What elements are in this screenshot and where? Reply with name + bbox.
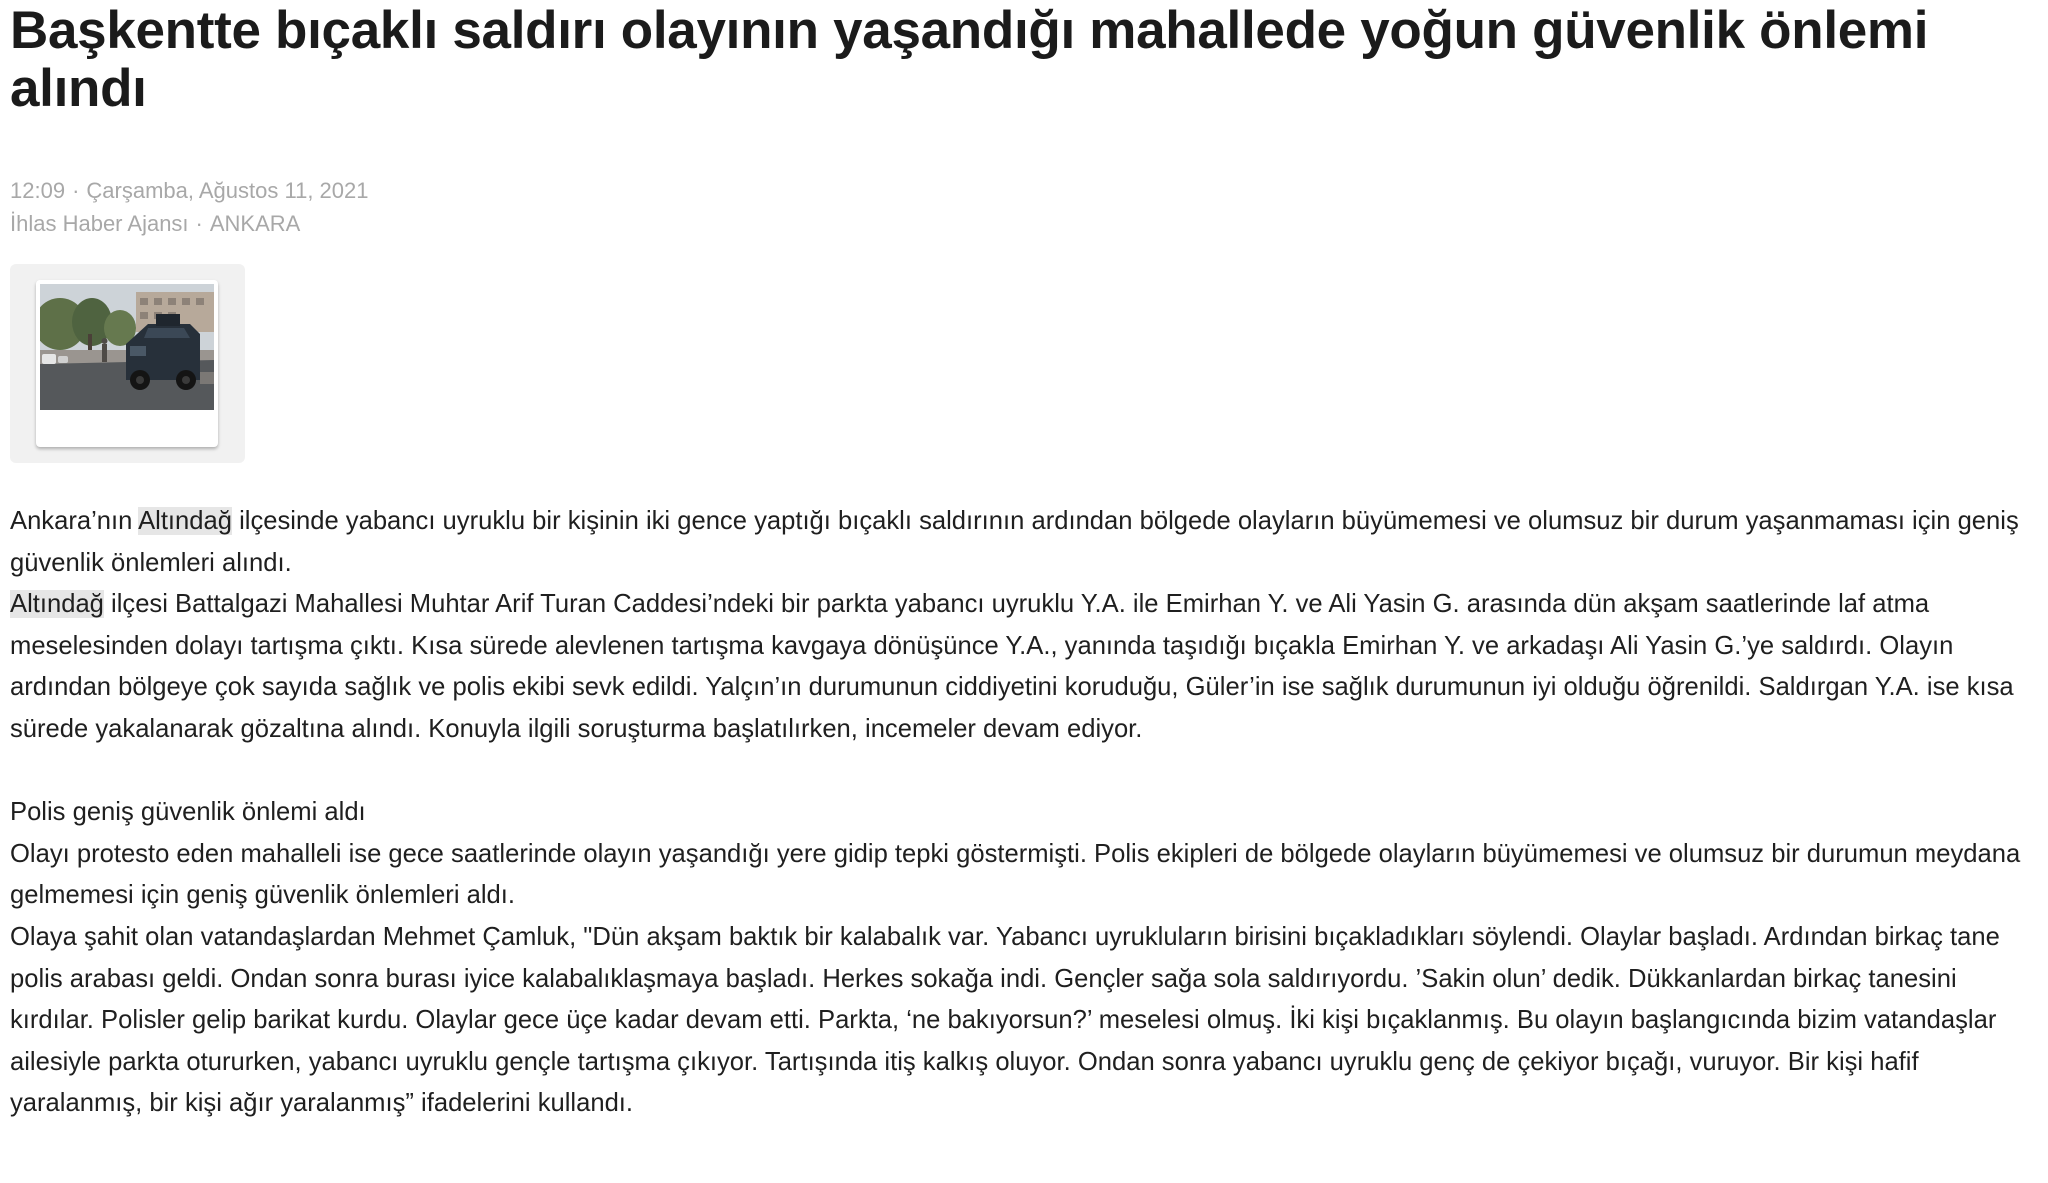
article-paragraph: [10, 584, 2038, 750]
news-photo-icon: [40, 284, 214, 410]
headline: Başkentte bıçaklı saldırı olayının yaşandığı mahallede yoğun güvenlik önlemi alındı: [10, 1, 1929, 118]
article-paragraph: Olayı protesto eden mahalleli ise gece saatlerinde olayın yaşandığı yere gidip tepki göstermişti. Polis ekipleri de bölgede olayların büyümemesi ve olumsuz bir durumun meydana gelmemesi için geniş güvenlik önlemleri aldı.: [10, 839, 2021, 910]
paragraph-gap: [10, 751, 2038, 793]
article-body: [10, 501, 2038, 1125]
location-link[interactable]: Altındağ: [138, 507, 232, 535]
media-gallery: [10, 264, 245, 463]
paragraph-text: ilçesinde yabancı uyruklu bir kişinin iki gence yaptığı bıçaklı saldırının ardından bölgede olayların büyümemesi ve olumsuz bir durum yaşanmaması için geniş güvenlik önlemleri alındı.: [10, 507, 2019, 577]
meta-separator: ·: [195, 211, 203, 236]
paragraph-text: ilçesi Battalgazi Mahallesi Muhtar Arif Turan Caddesi’ndeki bir parkta yabancı uyruklu Y.A. ile Emirhan Y. ve Ali Yasin G. arasında dün akşam saatlerinde laf atma meselesinden dolayı tartışma çıktı. Kısa sürede alevlenen tartışma kavgaya dönüşünce Y.A., yanında taşıdığı bıçakla Emirhan Y. ve arkadaşı Ali Yasin G.’ye saldırdı. Olayın ardından bölgeye çok sayıda sağlık ve polis ekibi sevk edildi. Yalçın’ın durumunun ciddiyetini koruduğu, Güler’in ise sağlık durumunun iyi olduğu öğrenildi. Saldırgan Y.A. ise kısa sürede yakalanarak gözaltına alındı. Konuyla ilgili soruşturma başlatılırken, incemeler devam ediyor.: [10, 590, 2014, 743]
news-source[interactable]: İhlas Haber Ajansı: [10, 211, 189, 236]
article-paragraph: [10, 501, 2038, 584]
paragraph-text: Ankara’nın: [10, 507, 139, 535]
timestamp-line: [10, 174, 2038, 207]
source-line: [10, 207, 2038, 240]
section-subheading: Polis geniş güvenlik önlemi aldı: [10, 798, 366, 827]
news-location: ANKARA: [209, 211, 301, 236]
photo-thumbnail[interactable]: [36, 280, 218, 447]
publish-time: 12:09: [10, 178, 66, 203]
publish-date: Çarşamba, Ağustos 11, 2021: [86, 178, 369, 203]
meta-separator: ·: [72, 178, 80, 203]
article-meta: [10, 174, 2038, 240]
article-paragraph: Olaya şahit olan vatandaşlardan Mehmet Çamluk, "Dün akşam baktık bir kalabalık var. Yabancı uyrukluların birisini bıçakladıkları söylendi. Olaylar başladı. Ardından birkaç tane polis arabası geldi. Ondan sonra burası iyice kalabalıklaşmaya başladı. Herkes sokağa indi. Gençler sağa sola saldırıyordu. ’Sakin olun’ dedik. Dükkanlardan birkaç tanesini kırdılar. Polisler gelip barikat kurdu. Olaylar gece üçe kadar devam etti. Parkta, ‘ne bakıyorsun?’ meselesi olmuş. İki kişi bıçaklanmış. Bu olayın başlangıcında bizim vatandaşlar ailesiyle parkta otururken, yabancı uyruklu gençle tartışma çıkıyor. Tartışında itiş kalkış oluyor. Ondan sonra yabancı uyruklu genç de çekiyor bıçağı, vuruyor. Bir kişi hafif yaralanmış, bir kişi ağır yaralanmış” ifadelerini kullandı.: [10, 922, 2000, 1118]
location-link[interactable]: Altındağ: [10, 590, 104, 619]
